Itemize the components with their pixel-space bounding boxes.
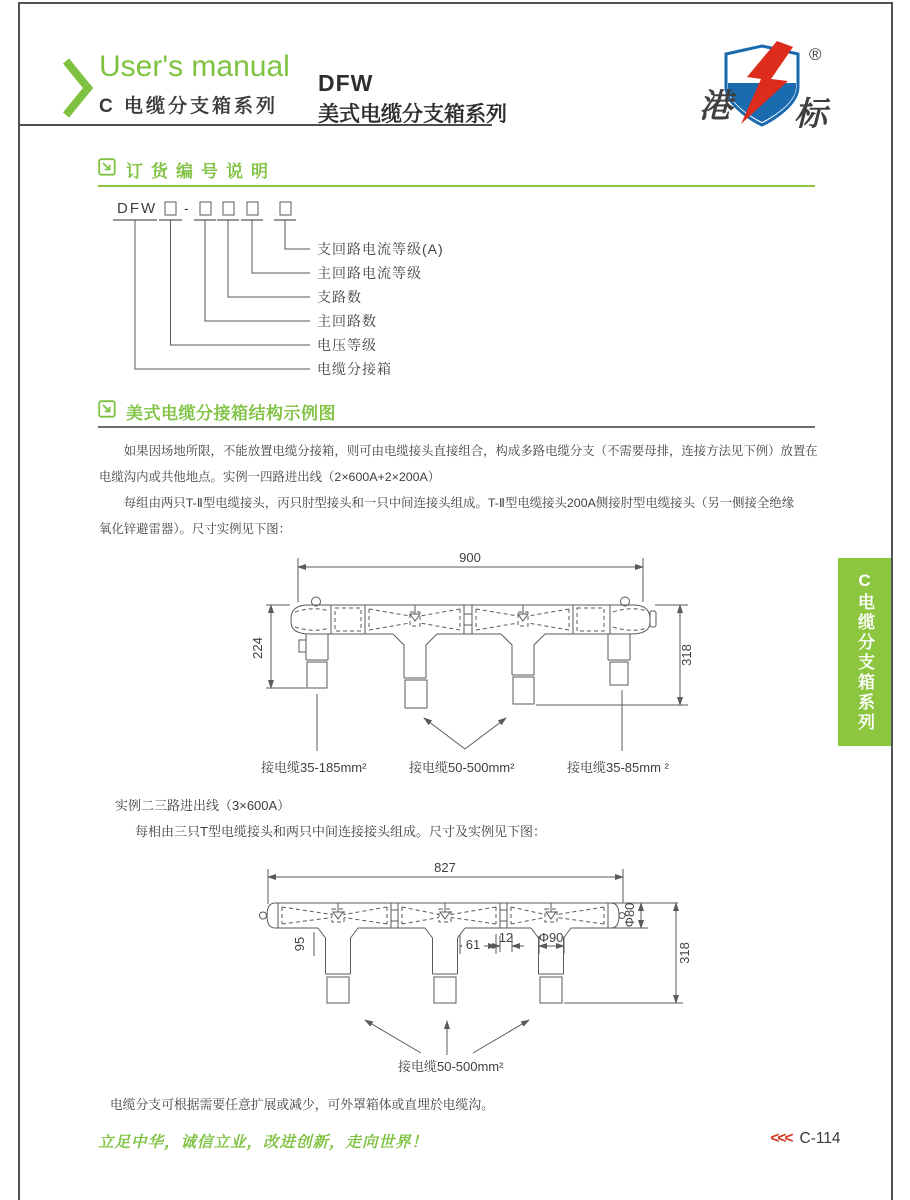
section-rule-structure xyxy=(98,426,815,428)
footer-slogan: 立足中华，诚信立业，改进创新，走向世界！ xyxy=(98,1134,429,1151)
order-code-diagram xyxy=(95,197,825,387)
dim-318: 318 xyxy=(679,644,694,666)
logo-registered-mark: ® xyxy=(809,45,822,64)
section-rule-order xyxy=(98,185,815,187)
section-title-order: 订货编号说明 xyxy=(126,162,276,181)
order-code-dash: - xyxy=(184,200,189,216)
page-number: C-114 xyxy=(799,1130,841,1147)
side-tab-series xyxy=(838,558,891,746)
dim-95: 95 xyxy=(292,936,307,952)
cable-label-bottom: 接电缆50-500mm² xyxy=(398,1059,504,1074)
cable-label-left: 接电缆35-185mm² xyxy=(261,760,367,775)
dim-827: 827 xyxy=(434,860,456,875)
dim-900: 900 xyxy=(459,550,481,565)
arrow-down-right-square-icon xyxy=(98,158,116,176)
page-subtitle: C 电缆分支箱系列 xyxy=(99,96,279,117)
example2-line1: 实例二三路进出线（3×600A） xyxy=(115,798,291,813)
order-label-5: 电缆分接箱 xyxy=(317,361,392,377)
cable-label-right: 接电缆35-85mm ² xyxy=(567,760,669,775)
order-label-1: 主回路电流等级 xyxy=(317,265,422,281)
order-label-3: 主回路数 xyxy=(317,313,377,329)
paragraph2-line1: 每组由两只T-Ⅱ型电缆接头，丙只肘型接头和一只中间连接头组成。T-Ⅱ型电缆接头200A侧接肘型电缆接头（另一侧接全绝缘 xyxy=(123,496,795,510)
paragraph1-line2: 电缆沟内或共他地点。实例一四路进出线（2×600A+2×200A） xyxy=(99,470,441,484)
chevron-right-icon xyxy=(60,57,94,119)
drawing-four-way xyxy=(228,548,718,788)
side-tab-label: C电缆分支箱系列 xyxy=(855,571,874,733)
page-marker-arrows: <<< xyxy=(770,1130,792,1147)
dim-12: 12 xyxy=(498,930,514,945)
page-border-left xyxy=(18,2,20,1200)
product-series: 美式电缆分支箱系列 xyxy=(318,103,507,126)
page-title: User's manual xyxy=(99,50,290,83)
dim-phi90: Φ90 xyxy=(538,930,564,945)
paragraph2-line2: 氧化锌避雷器）。尺寸实例见下图： xyxy=(99,522,292,536)
footer-page-ref xyxy=(770,1130,841,1148)
closing-paragraph: 电缆分支可根据需要任意扩展或减少，可外罩箱体或直埋於电缆沟。 xyxy=(110,1097,494,1112)
dim-224: 224 xyxy=(250,637,265,659)
cable-label-mid: 接电缆50-500mm² xyxy=(409,760,515,775)
product-code: DFW xyxy=(318,70,374,96)
order-label-0: 支回路电流等级(A) xyxy=(317,241,444,257)
page-border-top xyxy=(18,2,893,4)
section-title-structure: 美式电缆分接箱结构示例图 xyxy=(126,404,336,423)
drawing-three-way xyxy=(248,858,703,1093)
arrow-down-right-square-icon xyxy=(98,400,116,418)
paragraph1-line1: 如果因场地所限，不能放置电缆分接箱，则可由电缆接头直接组合，构成多路电缆分支（不需要母排，连接方法见下例）放置在 xyxy=(123,444,818,458)
page-border-right xyxy=(891,2,893,1200)
dim-61: 61 xyxy=(465,937,481,952)
shield-lightning-icon xyxy=(698,40,830,138)
logo-right-char: 标 xyxy=(794,95,827,132)
order-label-2: 支路数 xyxy=(317,289,362,305)
order-code-prefix: DFW xyxy=(117,200,158,217)
dim-phi80: Φ80 xyxy=(622,902,637,928)
dim-318-2: 318 xyxy=(677,942,692,964)
logo-left-char: 港 xyxy=(699,87,732,124)
example2-line2: 每相由三只T型电缆接头和两只中间连接接头组成。尺寸及实例见下图： xyxy=(135,824,546,839)
order-label-4: 电压等级 xyxy=(317,337,377,353)
